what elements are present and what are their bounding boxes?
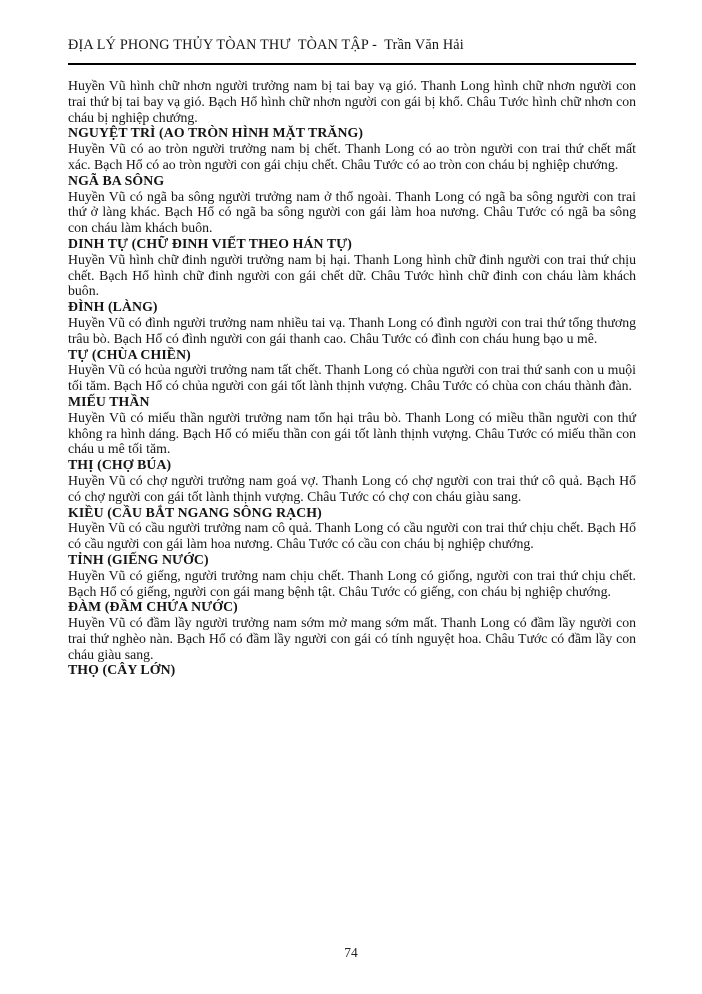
header-divider <box>68 63 636 65</box>
section-body: Huyền Vũ có chợ người trưởng nam goá vợ. Thanh Long có chợ người con trai thứ cô quả. Bạch Hổ có chợ người con gái tốt lành thịnh vượng. Châu Tước có chợ con cháu giàu sang. <box>68 472 636 504</box>
section-heading: TỈNH (GIẾNG NƯỚC) <box>68 551 209 567</box>
section-heading: THỌ (CÂY LỚN) <box>68 662 176 678</box>
section-heading: ĐÀM (ĐẦM CHỨA NƯỚC) <box>68 599 238 615</box>
section-nga-ba-song <box>68 173 636 236</box>
section-tu-chua-chien <box>68 347 636 394</box>
section-kieu <box>68 505 636 552</box>
section-nguyet-tri <box>68 125 636 172</box>
section-dinh-tu <box>68 236 636 299</box>
section-tho-cay-lon <box>68 662 636 678</box>
section-tinh-gieng-nuoc <box>68 552 636 599</box>
section-body: Huyền Vũ có hcủa người trưởng nam tất chết. Thanh Long có chùa người con trai thứ sanh con u muội tối tăm. Bạch Hổ có chủa người con gái tốt lành thịnh vượng. Châu Tước có chùa con cháu thành đàn. <box>68 362 636 394</box>
section-body: Huyền Vũ hình chữ đinh người trưởng nam bị hại. Thanh Long hình chữ đinh người con trai thứ chịu chết. Bạch Hổ hình chữ đinh người con gái chết dữ. Châu Tước hình chữ đinh con cháu làm khách buôn. <box>68 251 636 299</box>
page-content <box>68 78 636 678</box>
section-heading: KIỀU (CẦU BẮT NGANG SÔNG RẠCH) <box>68 504 322 520</box>
section-mieu-than <box>68 394 636 457</box>
section-body: Huyền Vũ có ngã ba sông người trưởng nam ở thổ ngoài. Thanh Long có ngã ba sông người con trai thứ ở làng khác. Bạch Hổ có ngã ba sông người con gái làm hoa nương. Châu Tước có ngã ba sông con cháu làm khách buôn. <box>68 188 636 236</box>
section-dam-chua-nuoc <box>68 599 636 662</box>
section-body: Huyền Vũ có miếu thần người trưởng nam tổn hại trâu bò. Thanh Long có miều thần người con thứ không ra hình dáng. Bạch Hổ có miếu thần con gái tốt lành thịnh vượng. Châu Tước có miếu thần con cháu u mê tối tăm. <box>68 409 636 457</box>
page-header <box>68 36 636 65</box>
page-number: 74 <box>344 945 358 960</box>
section-heading: NGÃ BA SÔNG <box>68 172 165 188</box>
section-body: Huyền Vũ có giếng, người trưởng nam chịu chết. Thanh Long có giống, người con trai thứ chịu chết. Bạch Hổ có giếng, người con gái mang bệnh tật. Châu Tước có giếng, con cháu bị nghiệp chướng. <box>68 567 636 599</box>
section-heading: ĐÌNH (LÀNG) <box>68 299 158 315</box>
section-heading: TỰ (CHÙA CHIỀN) <box>68 346 191 362</box>
running-title: ĐỊA LÝ PHONG THỦY TÒAN THƯ TÒAN TẬP - Trần Văn Hải <box>68 37 464 53</box>
section-thi-cho-bua <box>68 457 636 504</box>
section-dinh-lang <box>68 299 636 346</box>
section-intro <box>68 78 636 125</box>
section-body: Huyền Vũ có đầm lầy người trưởng nam sớm mở mang sớm mất. Thanh Long có đầm lầy người con trai thứ nghèo nàn. Bạch Hổ có đầm lầy người con gái có tính nguyệt hoa. Châu Tước có đầm lầy con cháu giàu sang. <box>68 615 636 662</box>
section-body: Huyền Vũ có ao tròn người trưởng nam bị chết. Thanh Long có ao tròn người con trai thứ chết mất xác. Bạch Hổ có ao tròn người con gái chịu chết. Châu Tước có ao tròn con cháu bị nghiệp chướng. <box>68 141 636 172</box>
section-body: Huyền Vũ có đình người trưởng nam nhiều tai vạ. Thanh Long có đình người con trai thứ tổng thương trâu bò. Bạch Hổ có đình người con gái thanh cao. Châu Tước có đình con cháu hung bạo u mê. <box>68 314 636 346</box>
section-body: Huyền Vũ hình chữ nhơn người trưởng nam bị tai bay vạ gió. Thanh Long hình chữ nhơn người con trai thứ bị tai bay vạ gió. Bạch Hổ hình chữ nhơn người con gái bị khổ. Châu Tước hình chữ nhơn con cháu bị nghiệp chướng. <box>68 78 636 125</box>
section-heading: MIẾU THẦN <box>68 393 150 409</box>
section-heading: NGUYỆT TRÌ (AO TRÒN HÌNH MẶT TRĂNG) <box>68 125 364 141</box>
section-body: Huyền Vũ có cầu người trưởng nam cô quả. Thanh Long có cầu người con trai thứ chịu chết. Bạch Hổ có cầu người con gái làm hoa nương. Châu Tước có cầu con cháu bị nghiệp chướng. <box>68 520 636 552</box>
section-heading: DINH TỰ (CHỮ ĐINH VIẾT THEO HÁN TỰ) <box>68 235 352 251</box>
section-heading: THỊ (CHỢ BÚA) <box>68 457 172 473</box>
